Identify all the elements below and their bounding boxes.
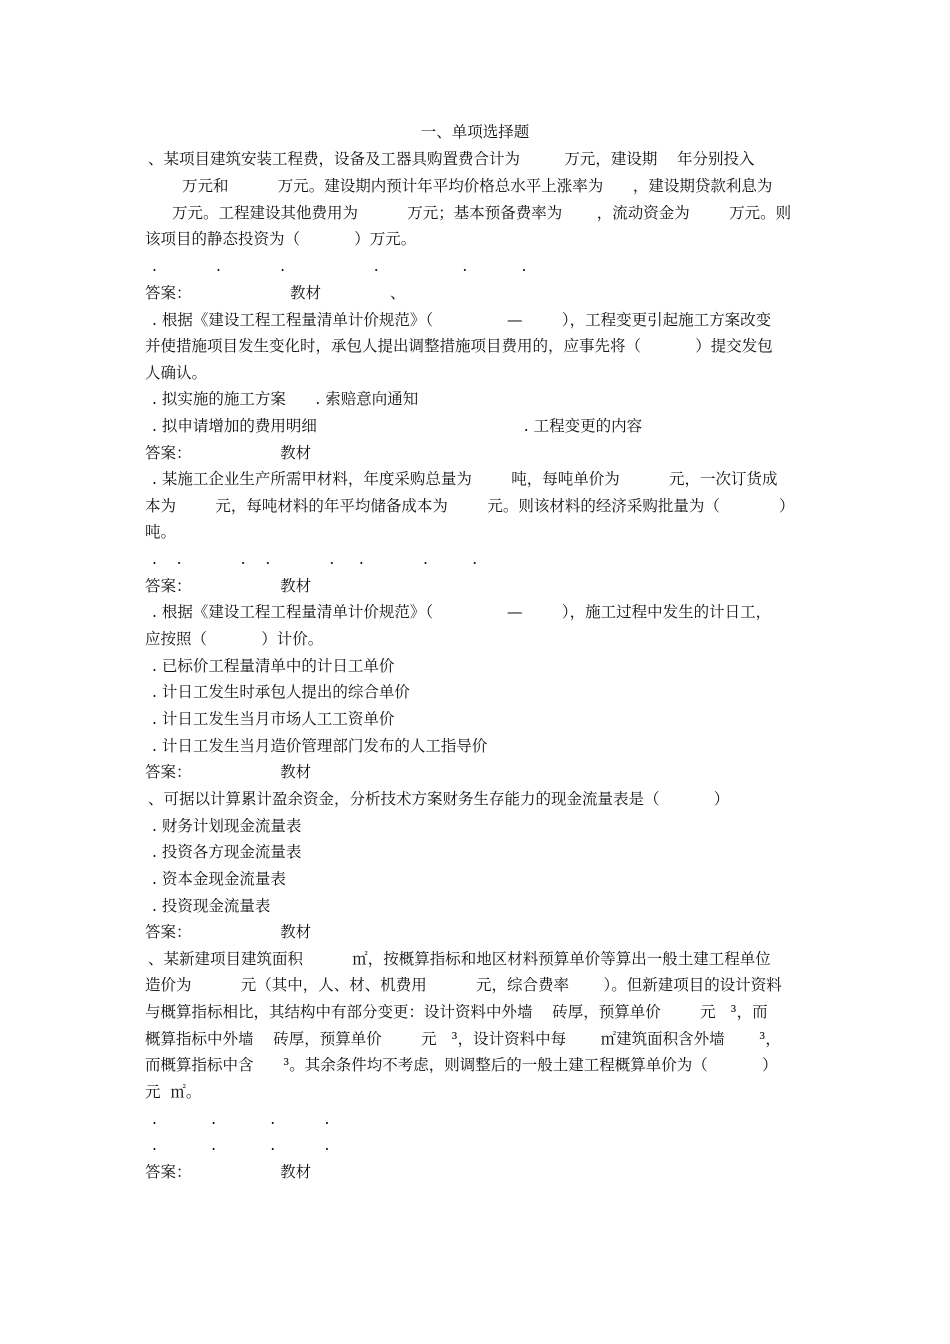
- q4-text-line-1: . 根据《建设工程工程量清单计价规范》（ — ），施工过程中发生的计日工，: [152, 603, 772, 621]
- q2-text-line-1: . 根据《建设工程工程量清单计价规范》（ — ），工程变更引起施工方案改变: [152, 311, 772, 329]
- q5-option-d: . 投资现金流量表: [152, 897, 271, 915]
- q1-text-line-1: 、某项目建筑安装工程费，设备及工器具购置费合计为 万元，建设期 年分别投入: [148, 150, 755, 168]
- q4-answer: 答案： 教材: [145, 763, 312, 781]
- q6-text-line-4: 概算指标中外墙 砖厚，预算单价 元 ³，设计资料中每 ㎡建筑面积含外墙 ³，: [145, 1030, 781, 1048]
- q6-text-line-1: 、某新建项目建筑面积 ㎡，按概算指标和地区材料预算单价等算出一般土建工程单位: [148, 950, 771, 968]
- q4-text-line-2: 应按照（ ）计价。: [145, 630, 324, 648]
- q6-text-line-2: 造价为 元（其中，人、材、机费用 元，综合费率 ）。但新建项目的设计资料: [145, 976, 782, 994]
- q4-option-a: . 已标价工程量清单中的计日工单价: [152, 657, 395, 675]
- q3-text-line-3: 吨。: [145, 523, 177, 541]
- q1-text-line-3: 万元。工程建设其他费用为 万元；基本预备费率为 ，流动资金为 万元。则: [172, 204, 792, 222]
- q4-option-b: . 计日工发生时承包人提出的综合单价: [152, 683, 410, 701]
- q4-option-c: . 计日工发生当月市场人工工资单价: [152, 710, 395, 728]
- q5-option-a: . 财务计划现金流量表: [152, 817, 302, 835]
- q4-option-d: . 计日工发生当月造价管理部门发布的人工指导价: [152, 737, 488, 755]
- q5-option-b: . 投资各方现金流量表: [152, 843, 302, 861]
- q6-text-line-6: 元 ㎡。: [145, 1083, 202, 1101]
- q2-text-line-2: 并使措施项目发生变化时，承包人提出调整措施项目费用的，应事先将（ ）提交发包: [145, 337, 773, 355]
- q1-answer: 答案： 教材 、: [145, 284, 406, 302]
- q1-options: . . . . . .: [152, 257, 527, 275]
- q1-text-line-4: 该项目的静态投资为（ ）万元。: [145, 230, 417, 248]
- q2-option-a-b: . 拟实施的施工方案 . 索赔意向通知: [152, 390, 419, 408]
- q2-answer: 答案： 教材: [145, 444, 312, 462]
- q3-text-line-2: 本为 元，每吨材料的年平均储备成本为 元。则该材料的经济采购批量为（ ）: [145, 497, 795, 515]
- q5-option-c: . 资本金现金流量表: [152, 870, 286, 888]
- q3-answer: 答案： 教材: [145, 577, 312, 595]
- q1-text-line-2: 万元和 万元。建设期内预计年平均价格总水平上涨率为 ，建设期贷款利息为: [182, 177, 773, 195]
- q5-text: 、可据以计算累计盈余资金，分析技术方案财务生存能力的现金流量表是（ ）: [148, 790, 730, 808]
- q6-text-line-3: 与概算指标相比，其结构中有部分变更：设计资料中外墙 砖厚，预算单价 元 ³，而: [145, 1003, 768, 1021]
- q6-answer: 答案： 教材: [145, 1163, 312, 1181]
- q3-text-line-1: . 某施工企业生产所需甲材料，年度采购总量为 吨，每吨单价为 元，一次订货成: [152, 470, 778, 488]
- q3-options: . . . . . . . .: [152, 550, 478, 568]
- q2-option-c-d: . 拟申请增加的费用明细 . 工程变更的内容: [152, 417, 643, 435]
- q6-options-row-2: . . . .: [152, 1136, 330, 1154]
- q6-text-line-5: 而概算指标中含 ³。其余条件均不考虑，则调整后的一般土建工程概算单价为（ ）: [145, 1056, 778, 1074]
- q6-options-row-1: . . . .: [152, 1110, 330, 1128]
- section-title: 一、单项选择题: [420, 123, 530, 141]
- q5-answer: 答案： 教材: [145, 923, 312, 941]
- q2-text-line-3: 人确认。: [145, 364, 208, 382]
